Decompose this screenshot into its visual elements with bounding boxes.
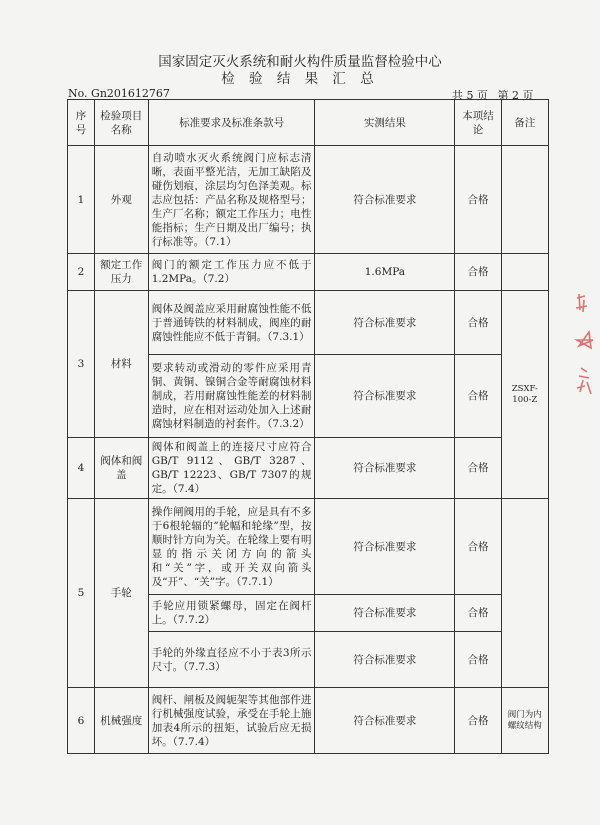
cell-seq: 1	[68, 146, 95, 254]
cell-req: 阀门的额定工作压力应不低于1.2MPa。（7.2）	[148, 254, 315, 291]
cell-verdict: 合格	[455, 291, 501, 355]
cell-remark-note: 阀门为内螺纹结构	[501, 688, 548, 754]
cell-result: 符合标准要求	[315, 355, 455, 438]
cell-result: 符合标准要求	[315, 438, 455, 499]
table-row	[68, 146, 549, 254]
table-row	[68, 499, 549, 595]
col-verdict: 本项结论	[455, 100, 501, 146]
table-row	[68, 688, 549, 754]
cell-verdict: 合格	[455, 146, 501, 254]
cell-remark-model: ZSXF-100-Z	[501, 291, 548, 499]
col-result: 实测结果	[315, 100, 455, 146]
results-table	[67, 99, 549, 754]
cell-result: 符合标准要求	[315, 146, 455, 254]
seal-stamp	[571, 288, 597, 423]
cell-result: 1.6MPa	[315, 254, 455, 291]
cell-item: 手轮	[94, 499, 148, 688]
cell-result: 符合标准要求	[315, 291, 455, 355]
cell-req: 阀杆、闸板及阀轭架等其他部件进行机械强度试验，承受在手轮上施加表4所示的扭矩，试验后应无损坏。（7.7.4）	[148, 688, 315, 754]
cell-verdict: 合格	[455, 254, 501, 291]
cell-req: 要求转动或滑动的零件应采用青铜、黄铜、镍铜合金等耐腐蚀材料制成，若用耐腐蚀性能差的材料制造时，应在相对运动处加入上述耐腐蚀材料制造的衬套件。（7.3.2）	[148, 355, 315, 438]
total-pages: 共 5 页	[452, 89, 488, 102]
cell-req: 阀体及阀盖应采用耐腐蚀性能不低于普通铸铁的材料制成，阀座的耐腐蚀性能应不低于青铜。（7.3.1）	[148, 291, 315, 355]
cell-seq: 3	[68, 291, 95, 438]
cell-remark	[501, 254, 548, 291]
cell-verdict: 合格	[455, 595, 501, 632]
cell-verdict: 合格	[455, 499, 501, 595]
cell-result: 符合标准要求	[315, 499, 455, 595]
col-remark: 备注	[501, 100, 548, 146]
cell-item: 材料	[94, 291, 148, 438]
col-req: 标准要求及标准条款号	[148, 100, 315, 146]
cell-result: 符合标准要求	[315, 632, 455, 688]
cell-req: 自动喷水灭火系统阀门应标志清晰，表面平整光洁，无加工缺陷及碰伤划痕，涂层均匀色泽美观。标志应包括：产品名称及规格型号；生产厂名称；额定工作压力；电性能指标；生产日期及出厂编号；执行标准等。（7.1）	[148, 146, 315, 254]
cell-item: 阀体和阀盖	[94, 438, 148, 499]
cell-verdict: 合格	[455, 438, 501, 499]
cell-seq: 6	[68, 688, 95, 754]
page-number: 第 2 页	[497, 89, 534, 102]
table-row	[68, 291, 549, 355]
cell-verdict: 合格	[455, 688, 501, 754]
cell-remark	[501, 499, 548, 688]
cell-item: 外观	[94, 146, 148, 254]
cell-verdict: 合格	[455, 632, 501, 688]
cell-seq: 5	[68, 499, 95, 688]
cell-remark	[501, 146, 548, 254]
cell-verdict: 合格	[455, 355, 501, 438]
cell-seq: 4	[68, 438, 95, 499]
col-item: 检验项目名称	[94, 100, 148, 146]
table-header-row	[68, 100, 549, 146]
cell-req: 操作闸阀用的手轮，应是具有不多于6根轮辐的“轮幅和轮缘”型，按顺时针方向为关。在轮缘上要有明显的指示关闭方向的箭头和“关”字，或开关双向箭头及“开”、“关”字。（7.7.1）	[148, 499, 315, 595]
table-row	[68, 438, 549, 499]
org-title: 国家固定灭火系统和耐火构件质量监督检验中心	[158, 54, 442, 70]
cell-req: 阀体和阀盖上的连接尺寸应符合GB/T 9112、GB/T 3287、GB/T 12223、GB/T 7307的规定。（7.4）	[148, 438, 315, 499]
cell-result: 符合标准要求	[315, 688, 455, 754]
table-row	[68, 254, 549, 291]
cell-item: 额定工作压力	[94, 254, 148, 291]
cell-item: 机械强度	[94, 688, 148, 754]
cell-req: 手轮的外缘直径应不小于表3所示尺寸。（7.7.3）	[148, 632, 315, 688]
doc-title: 检 验 结 果 汇 总	[221, 71, 379, 87]
cell-result: 符合标准要求	[315, 595, 455, 632]
seal-stamp-icon	[571, 288, 597, 423]
doc-number: No. Gn201612767	[68, 87, 170, 100]
col-seq: 序号	[68, 100, 95, 146]
cell-req: 手轮应用锁紧螺母，固定在阀杆上。（7.7.2）	[148, 595, 315, 632]
cell-seq: 2	[68, 254, 95, 291]
